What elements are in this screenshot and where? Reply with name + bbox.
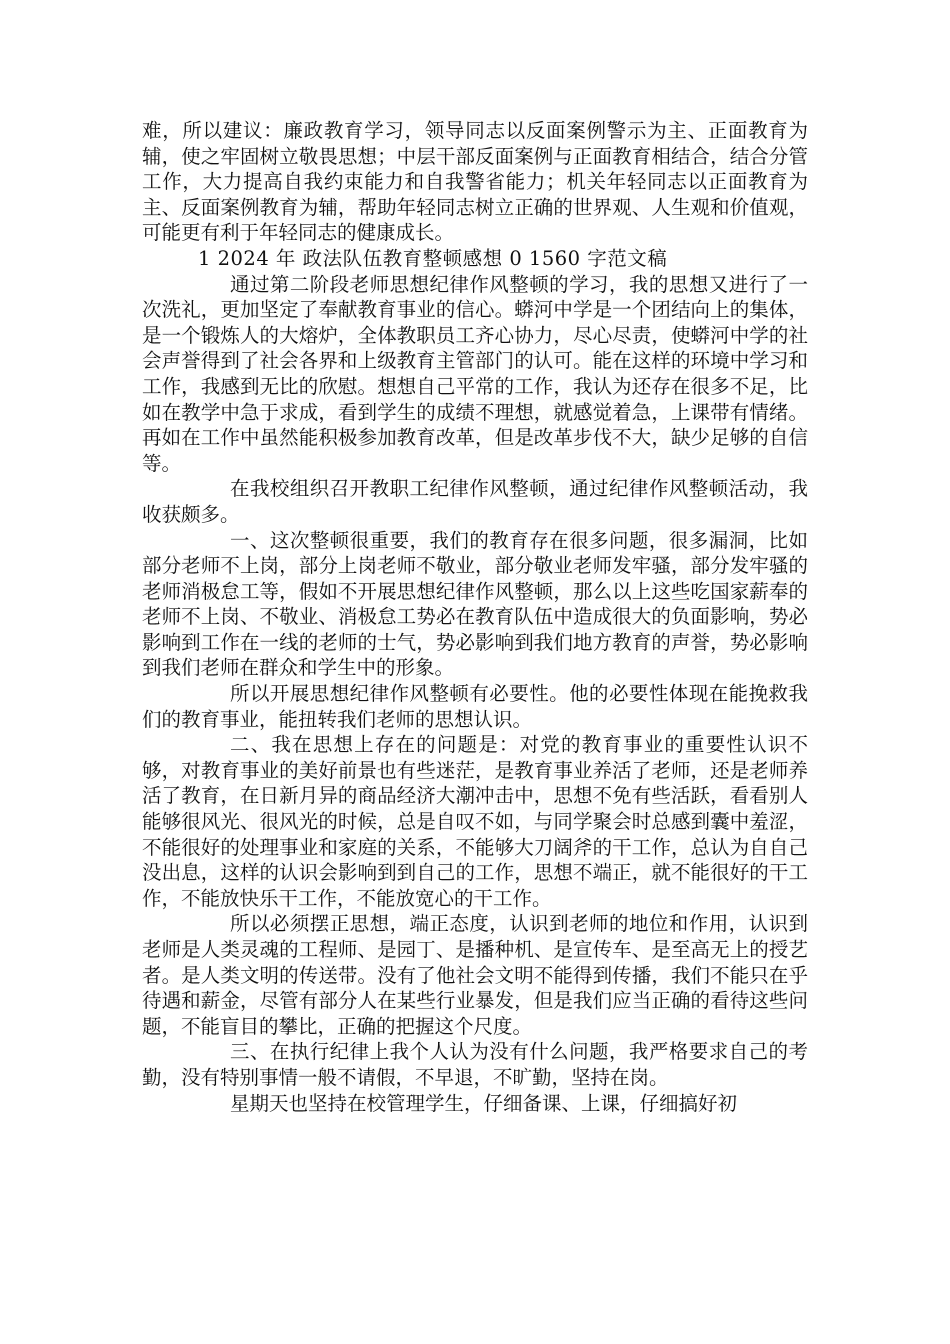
body-paragraph: 在我校组织召开教职工纪律作风整顿，通过纪律作风整顿活动，我收获颇多。 <box>142 477 808 526</box>
continuation-paragraph: 难，所以建议：廉政教育学习，领导同志以反面案例警示为主、正面教育为辅，使之牢固树立敬畏思想；中层干部反面案例与正面教育相结合，结合分管工作，大力提高自我约束能力和自我警省能力；机关年轻同志以正面教育为主、反面案例教育为辅，帮助年轻同志树立正确的世界观、人生观和价值观，可能更有利于年轻同志的健康成长。 <box>142 119 808 245</box>
body-paragraph: 二、我在思想上存在的问题是：对党的教育事业的重要性认识不够，对教育事业的美好前景也有些迷茫，是教育事业养活了老师，还是老师养活了教育，在日新月异的商品经济大潮冲击中，思想不免有些活跃，看看别人能够很风光、很风光的时候，总是自叹不如，与同学聚会时总感到囊中羞涩，不能很好的处理事业和家庭的关系，不能够大刀阔斧的干工作，总认为自自己没出息，这样的认识会影响到到自己的工作，思想不端正，就不能很好的干工作，不能放快乐干工作，不能放宽心的干工作。 <box>142 733 808 910</box>
body-paragraph: 所以必须摆正思想，端正态度，认识到老师的地位和作用，认识到老师是人类灵魂的工程师、是园丁、是播种机、是宣传车、是至高无上的授艺者。是人类文明的传送带。没有了他社会文明不能得到传播，我们不能只在乎待遇和薪金，尽管有部分人在某些行业暴发，但是我们应当正确的看待这些问题，不能盲目的攀比，正确的把握这个尺度。 <box>142 912 808 1038</box>
body-paragraph: 一、这次整顿很重要，我们的教育存在很多问题，很多漏洞，比如部分老师不上岗，部分上岗老师不敬业，部分敬业老师发牢骚，部分发牢骚的老师消极怠工等，假如不开展思想纪律作风整顿，那么以上这些吃国家薪奉的老师不上岗、不敬业、消极怠工势必在教育队伍中造成很大的负面影响，势必影响到工作在一线的老师的士气，势必影响到我们地方教育的声誉，势必影响到我们老师在群众和学生中的形象。 <box>142 528 808 680</box>
body-paragraph: 三、在执行纪律上我个人认为没有什么问题，我严格要求自己的考勤，没有特别事情一般不请假，不早退，不旷勤，坚持在岗。 <box>142 1040 808 1089</box>
body-paragraph: 所以开展思想纪律作风整顿有必要性。他的必要性体现在能挽救我们的教育事业，能扭转我们老师的思想认识。 <box>142 682 808 731</box>
body-paragraph: 通过第二阶段老师思想纪律作风整顿的学习，我的思想又进行了一次洗礼，更加坚定了奉献教育事业的信心。蟒河中学是一个团结向上的集体，是一个锻炼人的大熔炉，全体教职员工齐心协力，尽心尽责，使蟒河中学的社会声誉得到了社会各界和上级教育主管部门的认可。能在这样的环境中学习和工作，我感到无比的欣慰。想想自己平常的工作，我认为还存在很多不足，比如在教学中急于求成，看到学生的成绩不理想，就感觉着急，上课带有情绪。再如在工作中虽然能积极参加教育改革，但是改革步伐不大，缺少足够的自信等。 <box>142 272 808 475</box>
body-paragraph: 星期天也坚持在校管理学生，仔细备课、上课，仔细搞好初 <box>230 1091 738 1115</box>
section-heading: 1 2024 年 政法队伍教育整顿感想 0 1560 字范文稿 <box>198 246 668 270</box>
document-page <box>142 118 808 1116</box>
